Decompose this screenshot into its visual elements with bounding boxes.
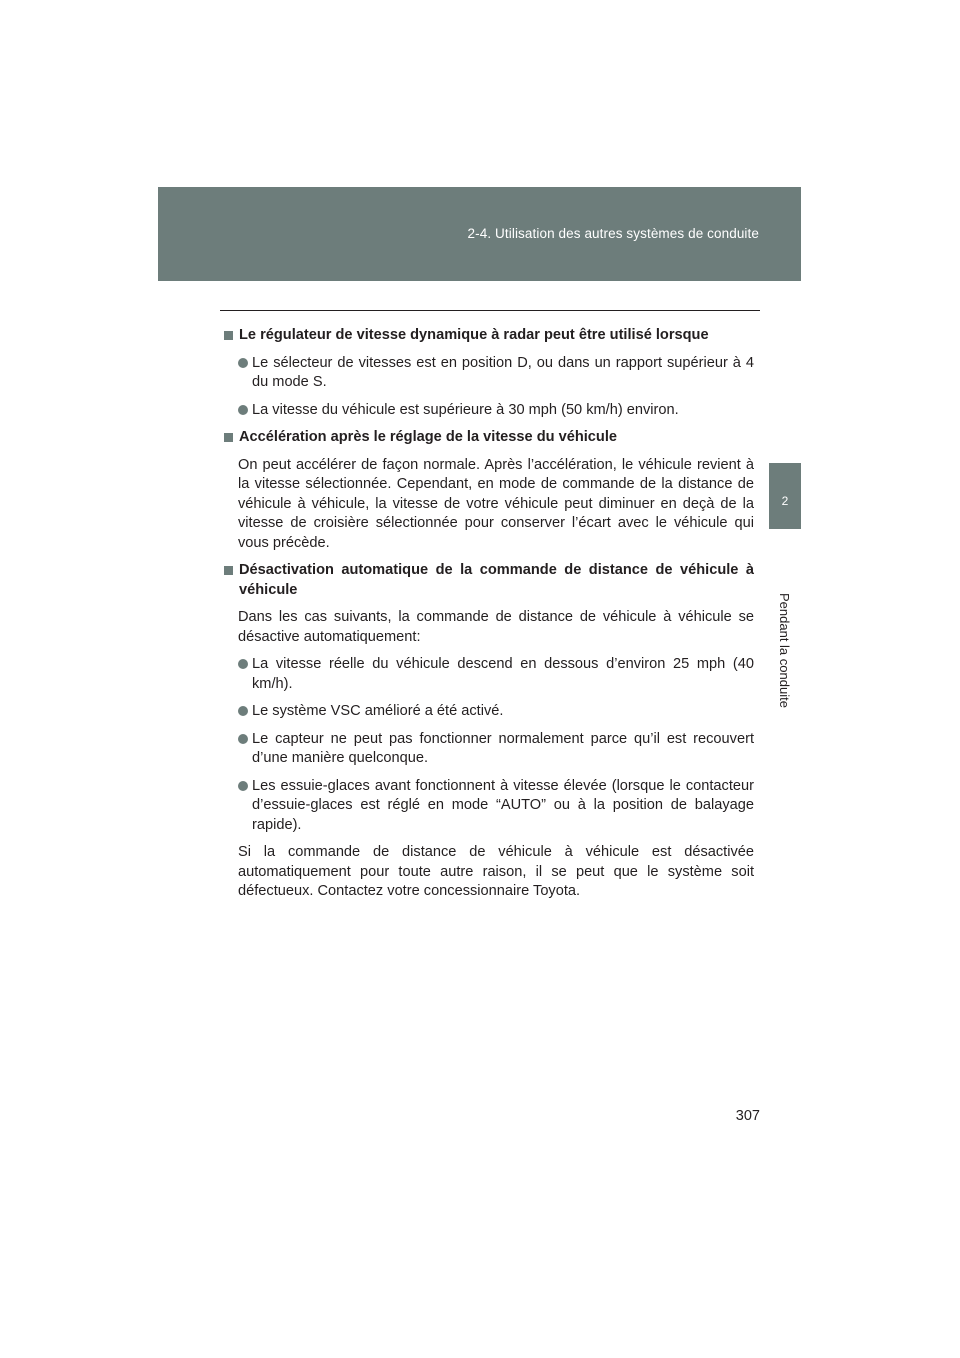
circle-bullet-icon [238,781,248,791]
list-item: Le capteur ne peut pas fonctionner normalement parce qu’il est recouvert d’une manière quelconque. [238,730,754,769]
page-content [222,326,754,910]
circle-bullet-icon [238,706,248,716]
square-bullet-icon [224,433,233,442]
body-paragraph: On peut accélérer de façon normale. Après l’accélération, le véhicule revient à la vitesse sélectionnée. Cependant, en mode de commande de la distance de véhicule à véhicule, la vitesse de votre véhicule peut diminuer en deçà de la vitesse de croisière sélectionnée pour conserver l’écart avec le véhicule qui vous précède. [238,456,754,551]
section-header-band [158,187,801,281]
circle-bullet-icon [238,358,248,368]
list-item: La vitesse réelle du véhicule descend en dessous d’environ 25 mph (40 km/h). [238,655,754,694]
list-item: La vitesse du véhicule est supérieure à 30 mph (50 km/h) environ. [238,401,754,421]
section-title: 2-4. Utilisation des autres systèmes de conduite [467,226,759,241]
chapter-number: 2 [781,494,789,508]
circle-bullet-icon [238,734,248,744]
chapter-label: Pendant la conduite [777,593,792,708]
square-bullet-icon [224,331,233,340]
list-item: Les essuie-glaces avant fonctionnent à vitesse élevée (lorsque le contacteur d’essuie-glaces est réglé en mode “AUTO” ou à la position de balayage rapide). [238,777,754,836]
section-heading: Accélération après le réglage de la vitesse du véhicule [222,428,754,448]
square-bullet-icon [224,566,233,575]
section-heading: Le régulateur de vitesse dynamique à radar peut être utilisé lorsque [222,326,754,346]
circle-bullet-icon [238,405,248,415]
body-paragraph: Si la commande de distance de véhicule à véhicule est désactivée automatiquement pour toute autre raison, il se peut que le système soit défectueux. Contactez votre concessionnaire Toyota. [238,844,754,899]
header-divider [220,310,760,311]
circle-bullet-icon [238,659,248,669]
section-heading: Désactivation automatique de la commande de distance de véhicule à véhicule [222,561,754,600]
list-item: Le système VSC amélioré a été activé. [238,702,754,722]
chapter-tab [769,463,801,529]
list-item: Le sélecteur de vitesses est en position D, ou dans un rapport supérieur à 4 du mode S. [238,354,754,393]
body-paragraph: Dans les cas suivants, la commande de distance de véhicule à véhicule se désactive automatiquement: [238,609,754,645]
page-number: 307 [735,1108,760,1124]
